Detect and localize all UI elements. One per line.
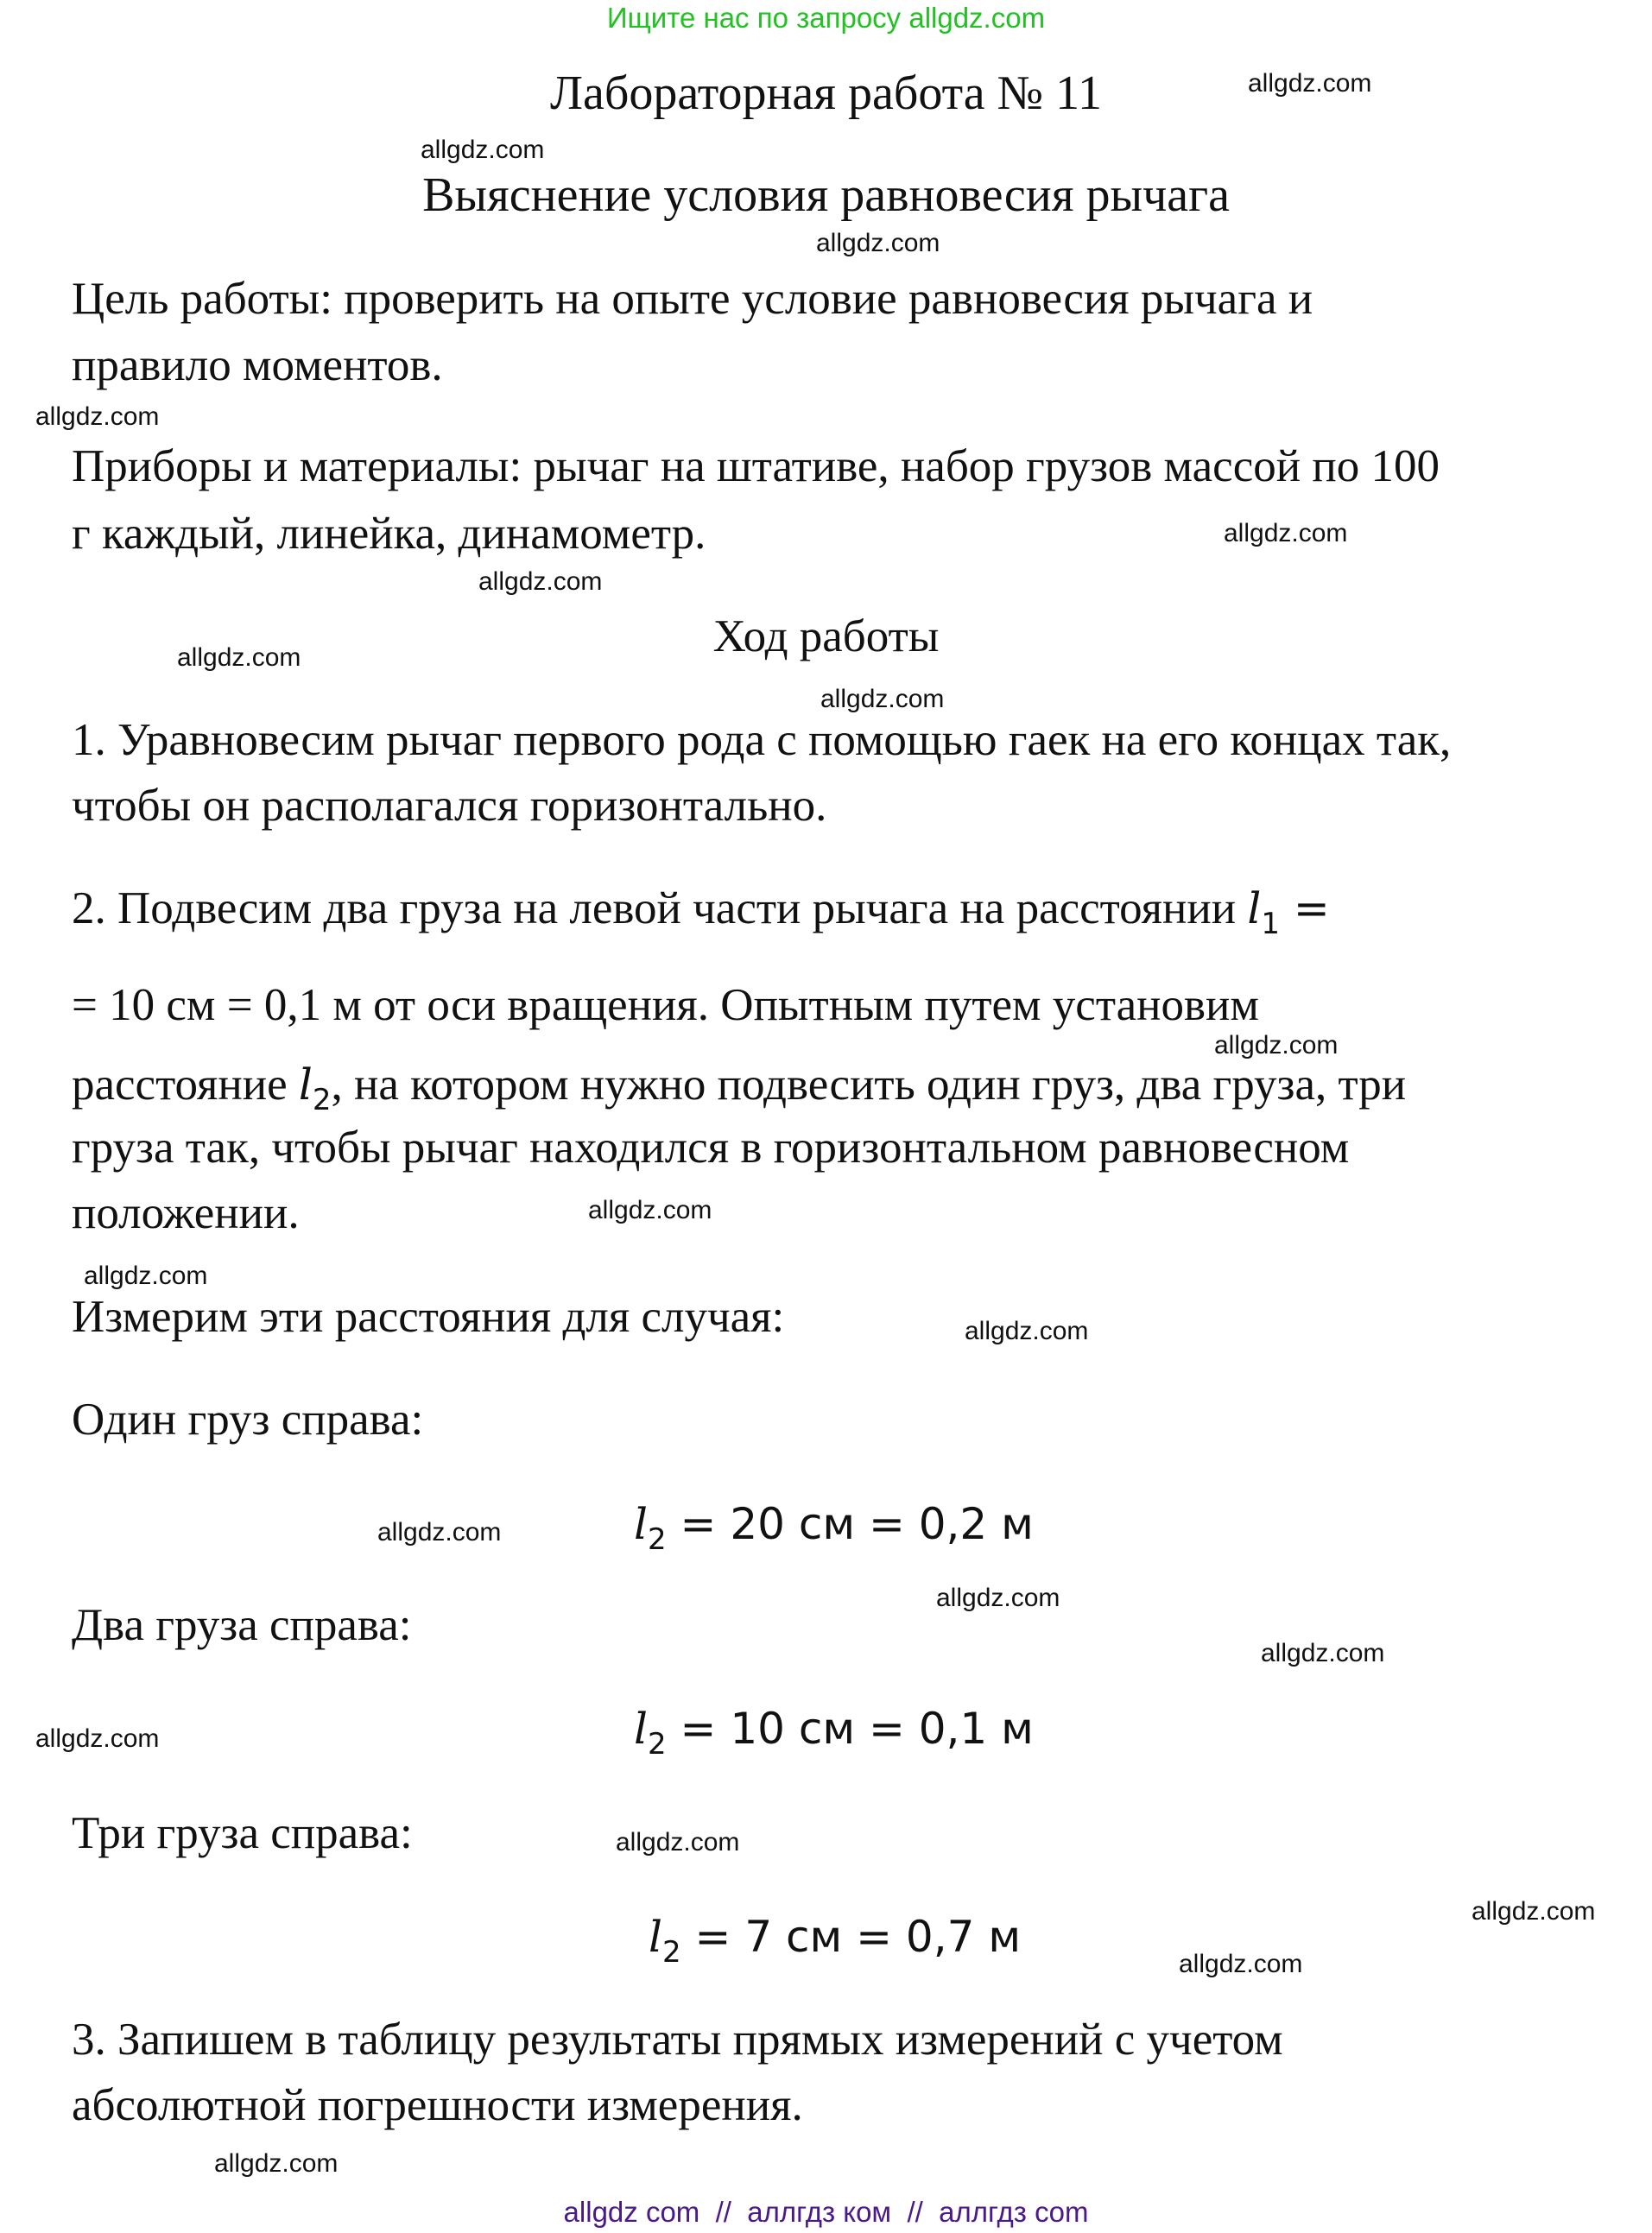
- watermark: allgdz.com: [1261, 1639, 1385, 1667]
- step2-line-1: [72, 883, 1330, 941]
- materials-line-2: г каждый, линейка, динамометр.: [72, 509, 706, 559]
- step1-line-1: 1. Уравновесим рычаг первого рода с помощью гаек на его концах так,: [72, 715, 1452, 765]
- watermark: allgdz.com: [1214, 1031, 1339, 1060]
- step2-line-5: положении.: [72, 1188, 300, 1238]
- step2-line-3: расстояние $l_2$, на котором нужно подвесить один груз, два груза, три: [72, 1060, 1407, 1117]
- goal-line-1: Цель работы: проверить на опыте условие равновесия рычага и: [72, 274, 1313, 324]
- footer-links: allgdz com // аллгдз ком // аллгдз com: [563, 2196, 1089, 2228]
- watermark: allgdz.com: [616, 1828, 740, 1857]
- watermark: allgdz.com: [214, 2149, 339, 2178]
- case-1-formula: $l_2 = 20$ см = 0,2 м: [634, 1499, 1034, 1557]
- watermark: allgdz.com: [35, 1724, 160, 1753]
- step2-line-2: = 10 см = 0,1 м от оси вращения. Опытным путем установим: [72, 980, 1259, 1030]
- step2-line-4: груза так, чтобы рычаг находился в горизонтальном равновесном: [72, 1123, 1350, 1173]
- step2-text: 2. Подвесим два груза на левой части рычага на расстоянии: [72, 883, 1248, 933]
- watermark: allgdz.com: [35, 402, 160, 431]
- watermark: allgdz.com: [1472, 1897, 1596, 1926]
- watermark: allgdz.com: [478, 567, 603, 596]
- page-subtitle: Выяснение условия равновесия рычага: [422, 168, 1230, 222]
- watermark: allgdz.com: [177, 643, 301, 672]
- search-banner: Ищите нас по запросу allgdz.com: [606, 2, 1046, 34]
- watermark: allgdz.com: [936, 1584, 1060, 1612]
- watermark: allgdz.com: [816, 229, 940, 257]
- watermark: allgdz.com: [965, 1317, 1089, 1345]
- watermark: allgdz.com: [1248, 69, 1372, 98]
- materials-line-1: Приборы и материалы: рычаг на штативе, набор грузов массой по 100: [72, 441, 1440, 491]
- watermark: allgdz.com: [421, 136, 545, 164]
- case-1-label: Один груз справа:: [72, 1395, 424, 1445]
- watermark: allgdz.com: [377, 1518, 502, 1547]
- case-3-label: Три груза справа:: [72, 1808, 413, 1858]
- step1-line-2: чтобы он располагался горизонтально.: [72, 781, 827, 831]
- case-3-formula: $l_2 = 7$ см = 0,7 м: [649, 1912, 1022, 1970]
- watermark: allgdz.com: [588, 1196, 712, 1224]
- step3-line-2: абсолютной погрешности измерения.: [72, 2080, 803, 2130]
- procedure-heading: Ход работы: [712, 611, 940, 661]
- watermark: allgdz.com: [820, 685, 945, 713]
- measure-intro: Измерим эти расстояния для случая:: [72, 1292, 785, 1342]
- step3-line-1: 3. Запишем в таблицу результаты прямых измерений с учетом: [72, 2015, 1283, 2065]
- goal-line-2: правило моментов.: [72, 340, 443, 390]
- watermark: allgdz.com: [84, 1262, 208, 1290]
- case-2-formula: $l_2 = 10$ см = 0,1 м: [634, 1704, 1034, 1762]
- l1-symbol: $l_1$ =: [1247, 883, 1330, 941]
- page-title: Лабораторная работа № 11: [549, 66, 1103, 120]
- watermark: allgdz.com: [1179, 1950, 1303, 1978]
- case-2-label: Два груза справа:: [72, 1600, 412, 1650]
- l2-symbol: $l_2$: [298, 1060, 332, 1117]
- watermark: allgdz.com: [1224, 519, 1348, 547]
